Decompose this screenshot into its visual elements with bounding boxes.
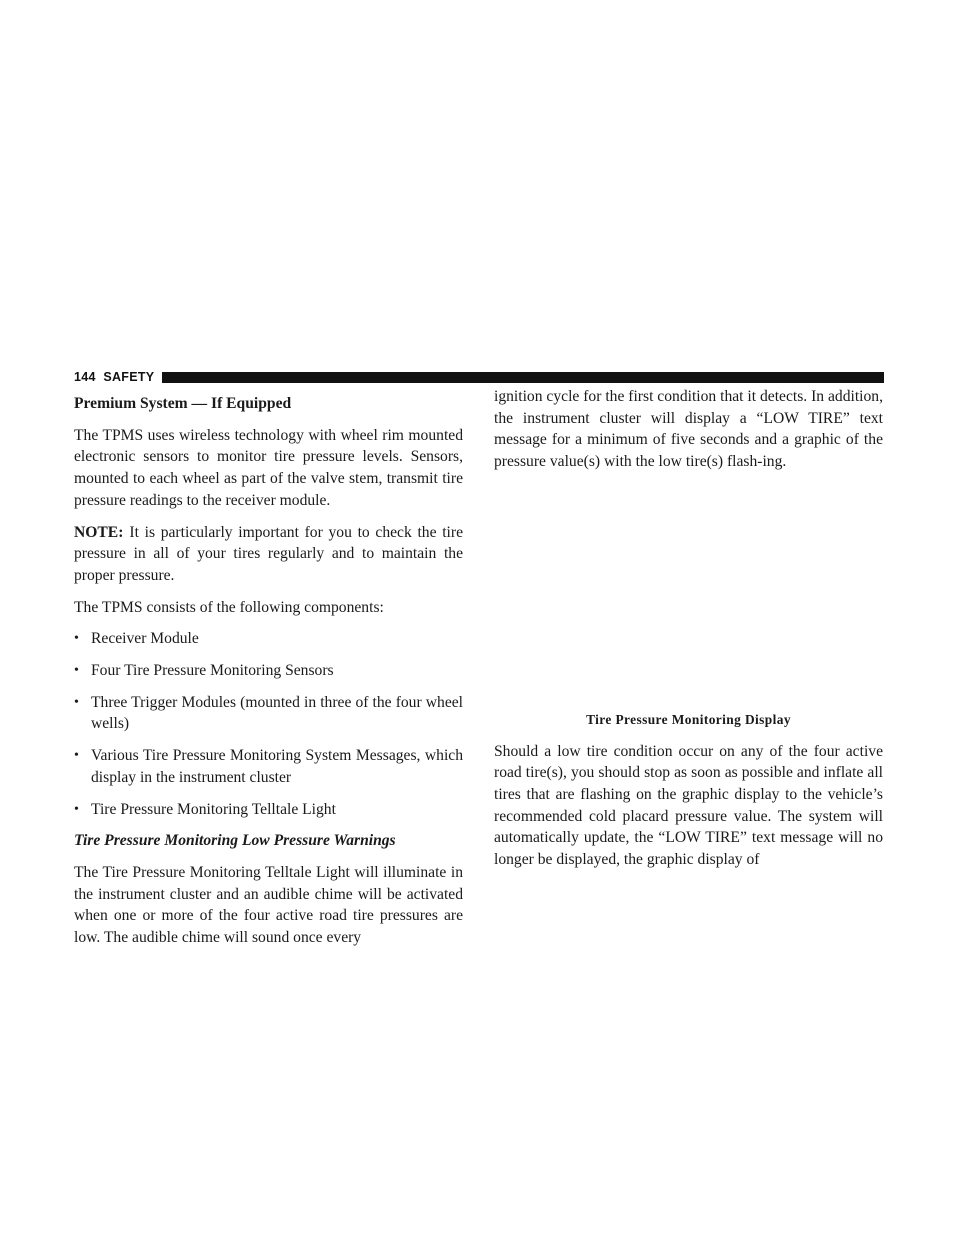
page-header-label — [74, 370, 154, 384]
section-heading: Premium System — If Equipped — [74, 395, 292, 412]
bullet-icon: • — [74, 748, 79, 764]
subsection-heading: Tire Pressure Monitoring Low Pressure Warnings — [74, 832, 396, 850]
note-label: NOTE: — [74, 523, 124, 541]
bullet-icon: • — [74, 694, 79, 710]
note-text: It is particularly important for you to check the tire pressure in all of your tires regularly and to maintain the proper pressure. — [74, 523, 463, 584]
paragraph-warning: The Tire Pressure Monitoring Telltale Light will illuminate in the instrument cluster and an audible chime will be activated when one or more of the four active road tire pressures are low. The audible chime will sound once every — [74, 863, 463, 947]
header-rule — [162, 372, 884, 383]
paragraph-low-tire: Should a low tire condition occur on any of the four active road tire(s), you should stop as soon as possible and inflate all tires that are flashing on the graphic display to the vehicle’s recommended cold placard pressure value. The system will automatically update, the “LOW TIRE” text message will no longer be displayed, the graphic display of — [494, 742, 883, 869]
list-item: • Three Trigger Modules (mounted in three of the four wheel wells) — [74, 693, 463, 733]
figure-caption: Tire Pressure Monitoring Display — [586, 711, 791, 727]
section-title: SAFETY — [103, 370, 155, 384]
left-column — [74, 393, 463, 949]
page-header — [74, 370, 884, 384]
paragraph-tpms-intro: The TPMS uses wireless technology with wheel rim mounted electronic sensors to monitor tire pressure levels. Sensors, mounted to each wheel as part of the valve stem, transmit tire pressure readings to the receiver module. — [74, 426, 463, 509]
list-item: • Tire Pressure Monitoring Telltale Light — [74, 799, 463, 821]
page-number: 144 — [74, 370, 96, 384]
paragraph-components: The TPMS consists of the following components: — [74, 598, 384, 616]
list-item: • Various Tire Pressure Monitoring System Messages, which display in the instrument cluster — [74, 747, 463, 786]
paragraph-ignition: ignition cycle for the first condition that it detects. In addition, the instrument cluster will display a “LOW TIRE” text message for a minimum of five seconds and a graphic of the pressure value(s) with the low tire(s) flash-ing. — [494, 388, 883, 471]
list-item: • Four Tire Pressure Monitoring Sensors — [74, 660, 463, 682]
bullet-icon: • — [74, 663, 79, 679]
bullet-icon: • — [74, 801, 79, 817]
list-item: • Receiver Module — [74, 628, 463, 650]
bullet-icon: • — [74, 631, 79, 647]
figure-placeholder — [494, 483, 883, 709]
right-column — [494, 386, 883, 871]
note-paragraph — [74, 522, 463, 587]
components-list — [74, 628, 463, 820]
